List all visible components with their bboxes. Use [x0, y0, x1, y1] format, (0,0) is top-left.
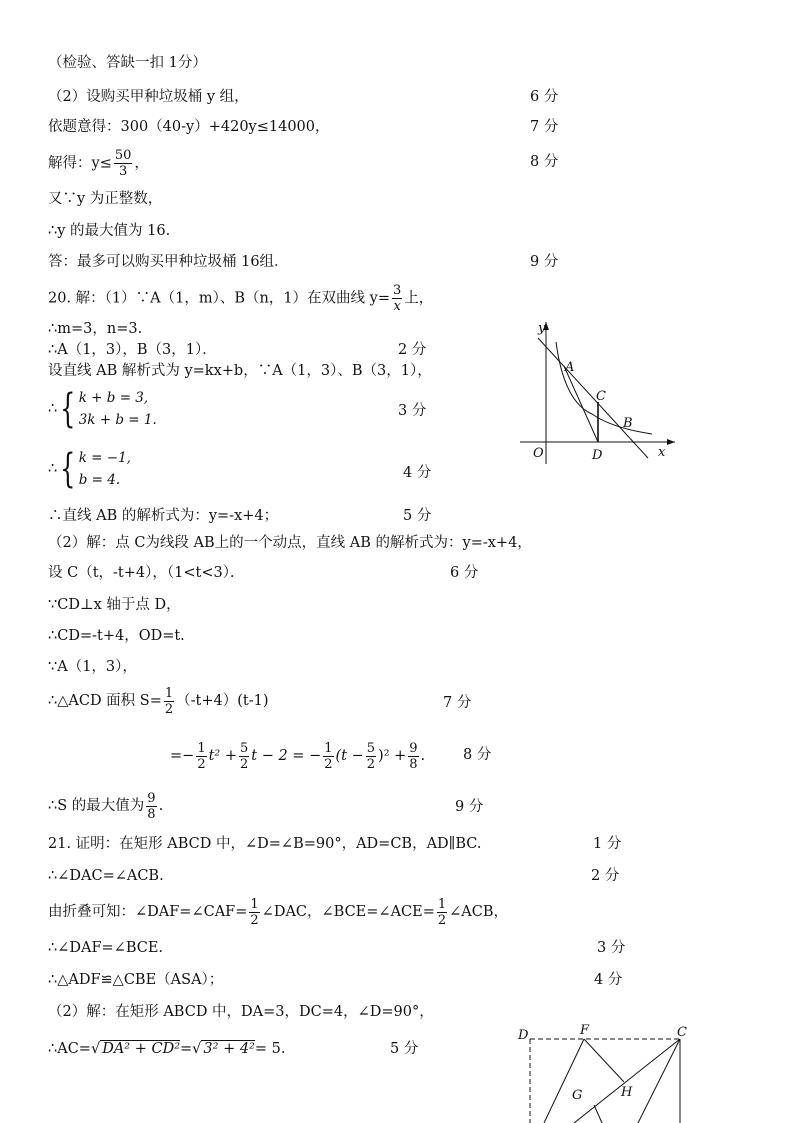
text: t − 2 = −	[251, 748, 322, 764]
fraction	[323, 741, 333, 772]
score: 7 分	[530, 119, 559, 135]
line-set-AB: 设直线 AB 解析式为 y=kx+b，∵A（1，3）、B（3，1），	[48, 363, 432, 379]
line-AB-points: ∴A（1，3），B（3，1）．	[48, 342, 217, 358]
text: ∠DAC，∠BCE=∠ACE=	[261, 904, 435, 920]
fraction	[164, 686, 174, 717]
line-AB-expression: ∴直线 AB 的解析式为：y=-x+4；	[48, 508, 279, 524]
fraction	[146, 791, 156, 822]
fraction	[239, 741, 249, 772]
label-y: y	[538, 321, 546, 336]
denominator: 8	[409, 756, 418, 772]
text: （-t+4）(t-1)	[176, 693, 269, 709]
text: 解得：y≤	[48, 155, 112, 172]
equation: k + b = 3,	[78, 390, 149, 406]
hyperbola-figure	[520, 316, 680, 466]
line-solve-y	[48, 148, 149, 179]
hyperbola-curve	[556, 342, 652, 434]
denominator: x	[393, 299, 401, 314]
line-answer: 答：最多可以购买甲种垃圾桶 16组．	[48, 254, 289, 270]
text: ∴AC=	[48, 1041, 91, 1057]
text: ∴△ACD 面积 S=	[48, 693, 162, 709]
score: 6 分	[450, 565, 479, 581]
fraction	[437, 897, 447, 928]
numerator: 1	[324, 740, 333, 756]
label-B: B	[623, 416, 633, 431]
x-axis-arrow	[667, 439, 675, 445]
numerator: 1	[164, 685, 174, 701]
denominator: 2	[240, 756, 249, 772]
text: =	[180, 1041, 193, 1057]
text: 由折叠可知：∠DAF=∠CAF=	[48, 904, 248, 920]
label-x: x	[658, 445, 666, 460]
line-angle-DAF: ∴∠DAF=∠BCE.	[48, 940, 164, 956]
text: ∴	[48, 401, 58, 417]
line-congruent: ∴△ADF≌△CBE（ASA）；	[48, 972, 224, 988]
line-AB	[538, 338, 648, 458]
numerator: 5	[366, 740, 376, 756]
numerator: 9	[147, 790, 156, 806]
score: 2 分	[591, 868, 620, 884]
fraction	[366, 741, 376, 772]
brace: {	[60, 386, 76, 432]
line-CD-OD: ∴CD=-t+4，OD=t.	[48, 628, 185, 644]
label-A: A	[565, 360, 575, 375]
numerator: 1	[250, 896, 259, 912]
line-angle-eq: ∴∠DAC=∠ACB.	[48, 868, 164, 884]
text: = 5.	[254, 1041, 286, 1057]
score: 8 分	[463, 747, 492, 763]
score: 5 分	[390, 1041, 419, 1057]
line-S-max	[48, 789, 163, 823]
line-integer: 又∵y 为正整数，	[48, 191, 163, 207]
line-CD-perp: ∵CD⊥x 轴于点 D，	[48, 597, 181, 613]
text: 20. 解：（1）∵A（1，m）、B（n，1）在双曲线 y=	[48, 290, 391, 307]
numerator: 50	[114, 148, 132, 163]
segment-FH	[584, 1039, 624, 1082]
line-max-y: ∴y 的最大值为 16.	[48, 223, 171, 239]
segment-FA	[544, 1039, 584, 1123]
denominator: 2	[366, 756, 376, 772]
score: 9 分	[455, 799, 484, 815]
line-set-C: 设 C（t，-t+4），（1<t<3）．	[48, 565, 245, 581]
equation: 3k + b = 1.	[78, 412, 157, 428]
text: ∴S 的最大值为	[48, 798, 145, 814]
equation-system	[79, 387, 157, 431]
denominator: 2	[197, 756, 206, 772]
score: 9 分	[530, 254, 559, 270]
brace: {	[60, 446, 76, 492]
score: 6 分	[530, 89, 559, 105]
label-H: H	[621, 1085, 633, 1100]
score: 4 分	[594, 972, 623, 988]
text: (t −	[335, 748, 364, 764]
line-folding	[48, 895, 508, 929]
line-system-2	[48, 447, 131, 491]
text: ∴	[48, 461, 58, 477]
line-area-expanded	[170, 738, 425, 774]
line-A: ∵A（1，3），	[48, 659, 137, 675]
equation: k = −1,	[78, 450, 131, 466]
score: 7 分	[443, 695, 472, 711]
label-D: D	[518, 1028, 529, 1043]
score: 1 分	[593, 836, 622, 852]
label-G: G	[572, 1088, 583, 1103]
line-check-note: （检验、答缺一扣 1分）	[48, 55, 207, 71]
numerator: 9	[409, 740, 418, 756]
line-inequality: 依题意得：300（40-y）+420y≤14000，	[48, 119, 330, 135]
fraction	[408, 741, 418, 772]
line-AC: ∴AC=√ DA² + CD²=√ 3² + 4²= 5.	[48, 1041, 286, 1057]
segment-G	[594, 1105, 602, 1123]
line-part2: （2）解：点 C为线段 AB上的一个动点，直线 AB 的解析式为：y=-x+4，	[48, 535, 532, 551]
denominator: 2	[437, 912, 447, 928]
fraction	[114, 148, 133, 179]
equation: b = 4.	[78, 472, 121, 488]
text: ∠ACB，	[449, 904, 509, 920]
line-q21: 21. 证明：在矩形 ABCD 中，∠D=∠B=90°，AD=CB，AD∥BC.	[48, 836, 482, 852]
score: 4 分	[403, 465, 432, 481]
radicand: 3² + 4²	[203, 1041, 255, 1057]
line-area	[48, 684, 269, 718]
label-D: D	[592, 448, 603, 463]
text: .	[158, 798, 164, 814]
denominator: 2	[324, 756, 333, 772]
line-part2-rect: （2）解：在矩形 ABCD 中，DA=3，DC=4，∠D=90°，	[48, 1004, 434, 1020]
numerator: 3	[393, 283, 402, 298]
rectangle-figure	[514, 1020, 694, 1123]
equation-system	[79, 447, 131, 491]
denominator: 8	[147, 806, 156, 822]
line-mn: ∴m=3，n=3.	[48, 321, 143, 337]
line-system-1	[48, 387, 157, 431]
text: 上，	[404, 290, 434, 307]
line-q20	[48, 283, 433, 314]
text: =−	[170, 748, 195, 764]
denominator: 3	[118, 164, 128, 179]
score: 2 分	[398, 342, 427, 358]
line-set-y: （2）设购买甲种垃圾桶 y 组，	[48, 89, 249, 105]
segment-AD	[564, 366, 598, 442]
numerator: 1	[197, 740, 206, 756]
label-C: C	[596, 389, 606, 404]
label-F: F	[580, 1023, 590, 1038]
segment-CE	[638, 1039, 680, 1123]
denominator: 2	[164, 701, 174, 717]
diagonal-CA	[574, 1039, 680, 1123]
score: 5 分	[403, 508, 432, 524]
fraction	[392, 283, 402, 314]
score: 3 分	[398, 403, 427, 419]
fraction	[249, 897, 259, 928]
score: 3 分	[597, 940, 626, 956]
fraction	[196, 741, 206, 772]
score: 8 分	[530, 154, 559, 170]
denominator: 2	[250, 912, 259, 928]
text: .	[420, 748, 426, 764]
numerator: 1	[437, 896, 447, 912]
text: )² +	[378, 748, 407, 764]
numerator: 5	[240, 740, 249, 756]
text: t² +	[208, 748, 237, 764]
text: ，	[134, 155, 149, 172]
radicand: DA² + CD²	[102, 1041, 181, 1057]
label-C: C	[677, 1025, 687, 1040]
label-O: O	[533, 446, 544, 461]
